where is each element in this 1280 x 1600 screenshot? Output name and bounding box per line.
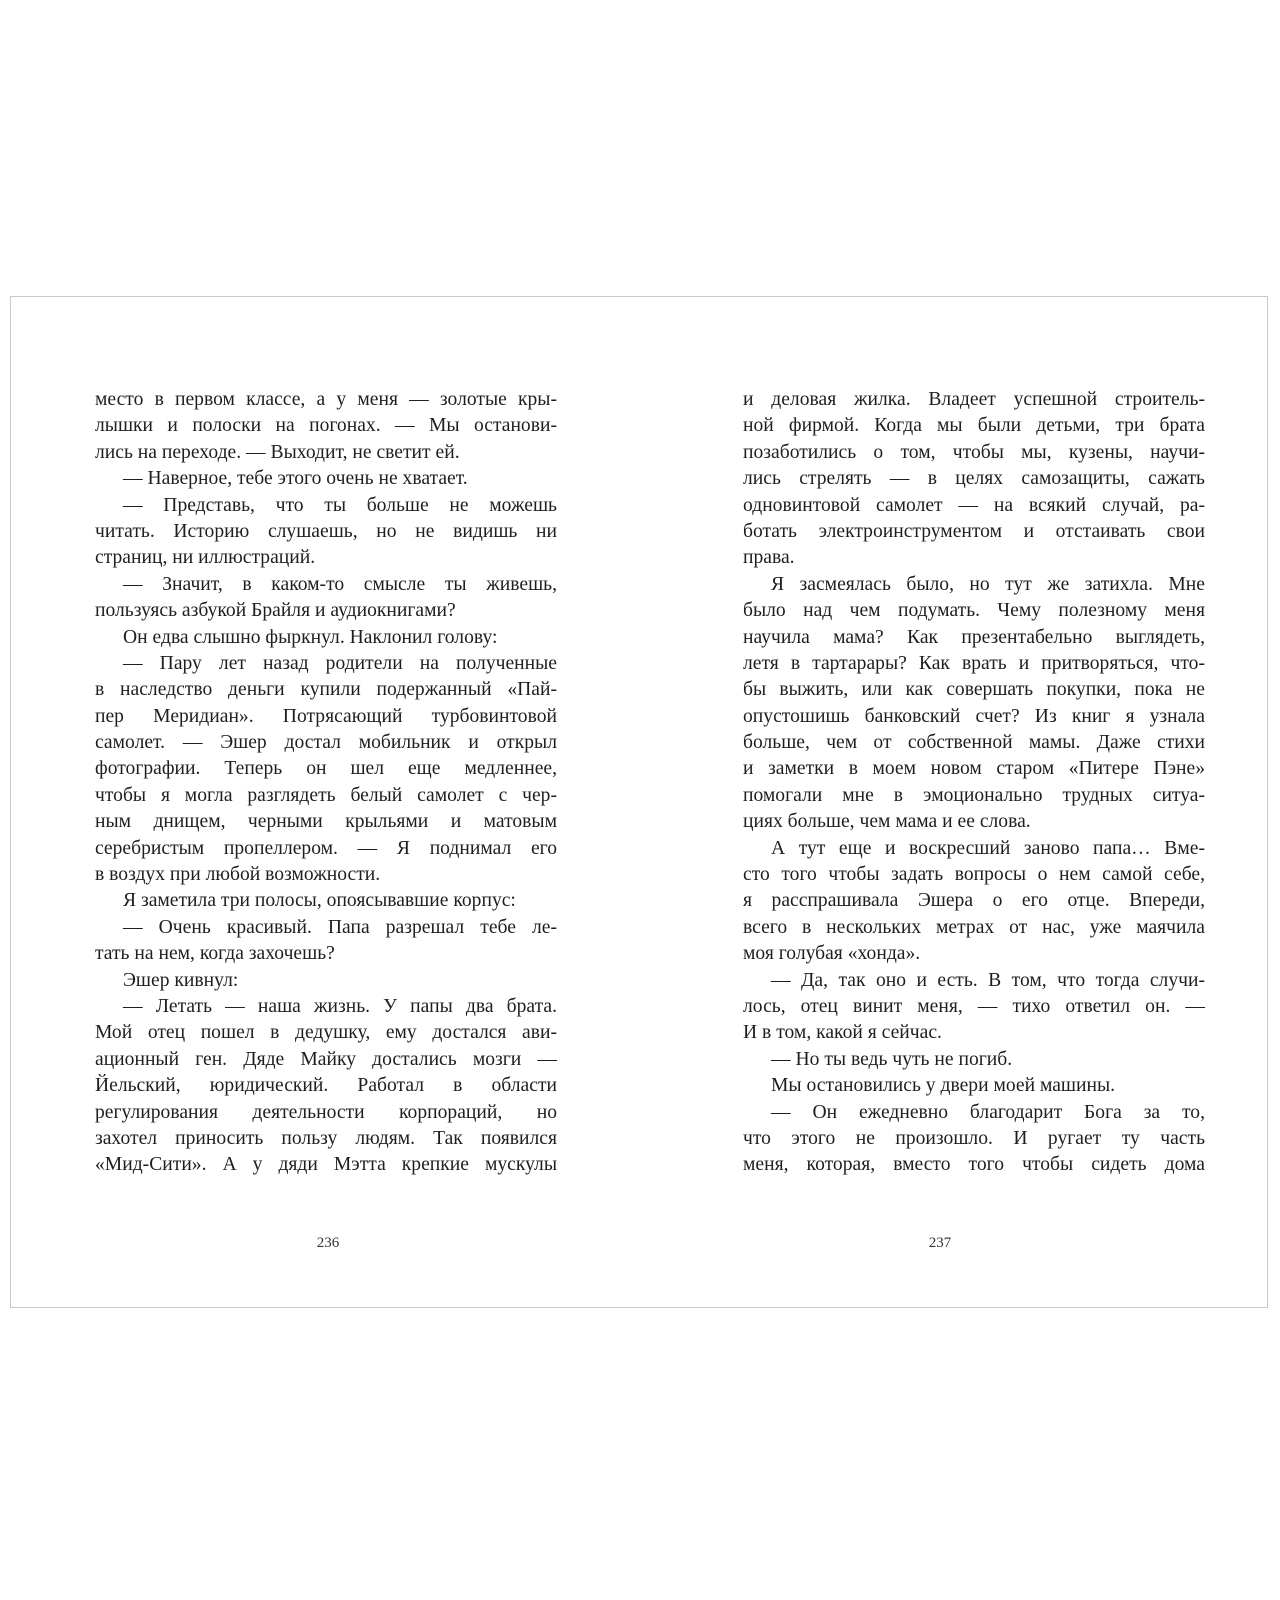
text-line: страниц, ни иллюстраций. bbox=[95, 547, 316, 569]
text-line: ной фирмой. Когда мы были детьми, три брата bbox=[743, 415, 1205, 437]
text-line: Эшер кивнул: bbox=[123, 969, 239, 991]
text-line: бы выжить, или как совершать покупки, пока не bbox=[743, 679, 1205, 701]
text-line: и заметки в моем новом старом «Питере Пэне» bbox=[743, 758, 1205, 780]
text-line: место в первом классе, а у меня — золотые кры- bbox=[95, 389, 557, 410]
text-line: серебристым пропеллером. — Я поднимал его bbox=[95, 837, 557, 859]
text-line: всего в нескольких метрах от нас, уже маячила bbox=[743, 916, 1205, 938]
text-line: циях больше, чем мама и ее слова. bbox=[743, 811, 1031, 833]
right-page-number: 237 bbox=[928, 1235, 952, 1251]
text-line: ботать электроинструментом и отстаивать свои bbox=[743, 520, 1205, 542]
text-line: что этого не произошло. И ругает ту часть bbox=[743, 1127, 1205, 1149]
text-line: в наследство деньги купили подержанный «Пай- bbox=[95, 679, 557, 701]
text-line: лись стрелять — в целях самозащиты, сажать bbox=[743, 468, 1205, 490]
text-line: больше, чем от собственной мамы. Даже стихи bbox=[743, 732, 1205, 754]
right-page bbox=[640, 297, 1269, 1307]
text-line: самолет. — Эшер достал мобильник и открыл bbox=[95, 732, 557, 754]
text-line: научила мама? Как презентабельно выглядеть, bbox=[743, 626, 1205, 648]
text-line: одновинтовой самолет — на всякий случай, ра- bbox=[743, 494, 1205, 516]
text-line: тать на нем, когда захочешь? bbox=[95, 943, 335, 965]
text-line: — Представь, что ты больше не можешь bbox=[123, 494, 557, 516]
text-line: Мы остановились у двери моей машины. bbox=[771, 1075, 1116, 1097]
left-page-number: 236 bbox=[316, 1235, 340, 1251]
text-line: «Мид-Сити». А у дяди Мэтта крепкие мускулы bbox=[95, 1154, 557, 1176]
text-line: — Значит, в каком-то смысле ты живешь, bbox=[123, 573, 557, 595]
text-line: Я засмеялась было, но тут же затихла. Мне bbox=[771, 573, 1205, 595]
text-line: регулирования деятельности корпораций, но bbox=[95, 1101, 557, 1123]
text-line: — Наверное, тебе этого очень не хватает. bbox=[123, 468, 468, 490]
text-line: чтобы я могла разглядеть белый самолет с чер- bbox=[95, 784, 557, 806]
text-line: опустошишь банковский счет? Из книг я узнала bbox=[743, 705, 1205, 727]
left-page bbox=[11, 297, 640, 1307]
text-line: захотел приносить пользу людям. Так появился bbox=[95, 1127, 557, 1149]
text-line: И в том, какой я сейчас. bbox=[743, 1022, 942, 1044]
text-line: моя голубая «хонда». bbox=[743, 943, 921, 965]
text-line: права. bbox=[743, 547, 795, 569]
text-line: Мой отец пошел в дедушку, ему достался ави- bbox=[95, 1022, 557, 1044]
text-line: фотографии. Теперь он шел еще медленнее, bbox=[95, 758, 557, 780]
text-line: меня, которая, вместо того чтобы сидеть дома bbox=[743, 1154, 1205, 1176]
text-line: позаботились о том, чтобы мы, кузены, научи- bbox=[743, 441, 1205, 463]
text-line: помогали мне в эмоционально трудных ситуа- bbox=[743, 784, 1205, 806]
text-line: я расспрашивала Эшера о его отце. Впереди, bbox=[743, 890, 1205, 912]
text-line: пер Меридиан». Потрясающий турбовинтовой bbox=[95, 705, 557, 727]
text-line: — Да, так оно и есть. В том, что тогда случи- bbox=[771, 969, 1205, 991]
text-line: — Он ежедневно благодарит Бога за то, bbox=[771, 1101, 1205, 1123]
text-line: читать. Историю слушаешь, но не видишь ни bbox=[95, 520, 557, 542]
text-line: Я заметила три полосы, опоясывавшие корпус: bbox=[123, 890, 516, 912]
text-line: летя в тартарары? Как врать и притворяться, что- bbox=[743, 652, 1205, 674]
text-line: в воздух при любой возможности. bbox=[95, 864, 381, 886]
text-line: ным днищем, черными крыльями и матовым bbox=[95, 811, 557, 833]
text-line: — Очень красивый. Папа разрешал тебе ле- bbox=[123, 916, 557, 938]
text-line: сто того чтобы задать вопросы о нем самой себе, bbox=[743, 864, 1205, 886]
text-line: — Пару лет назад родители на полученные bbox=[123, 652, 557, 674]
text-line: — Летать — наша жизнь. У папы два брата. bbox=[123, 995, 557, 1017]
text-line: Йельский, юридический. Работал в области bbox=[95, 1075, 557, 1097]
text-line: лись на переходе. — Выходит, не светит ей. bbox=[95, 441, 460, 463]
text-line: ационный ген. Дяде Майку достались мозги — bbox=[95, 1048, 557, 1070]
text-line: было над чем подумать. Чему полезному меня bbox=[743, 600, 1205, 622]
text-line: пользуясь азбукой Брайля и аудиокнигами? bbox=[95, 600, 456, 622]
book-spread bbox=[10, 296, 1268, 1308]
left-page-text bbox=[95, 387, 557, 1179]
text-line: лышки и полоски на погонах. — Мы останови- bbox=[95, 415, 557, 437]
text-line: — Но ты ведь чуть не погиб. bbox=[771, 1048, 1013, 1070]
text-line: Он едва слышно фыркнул. Наклонил голову: bbox=[123, 626, 498, 648]
text-line: лось, отец винит меня, — тихо ответил он. — bbox=[743, 995, 1205, 1017]
text-line: А тут еще и воскресший заново папа… Вме- bbox=[771, 837, 1205, 859]
right-page-text bbox=[743, 387, 1205, 1179]
text-line: и деловая жилка. Владеет успешной строитель- bbox=[743, 389, 1205, 410]
